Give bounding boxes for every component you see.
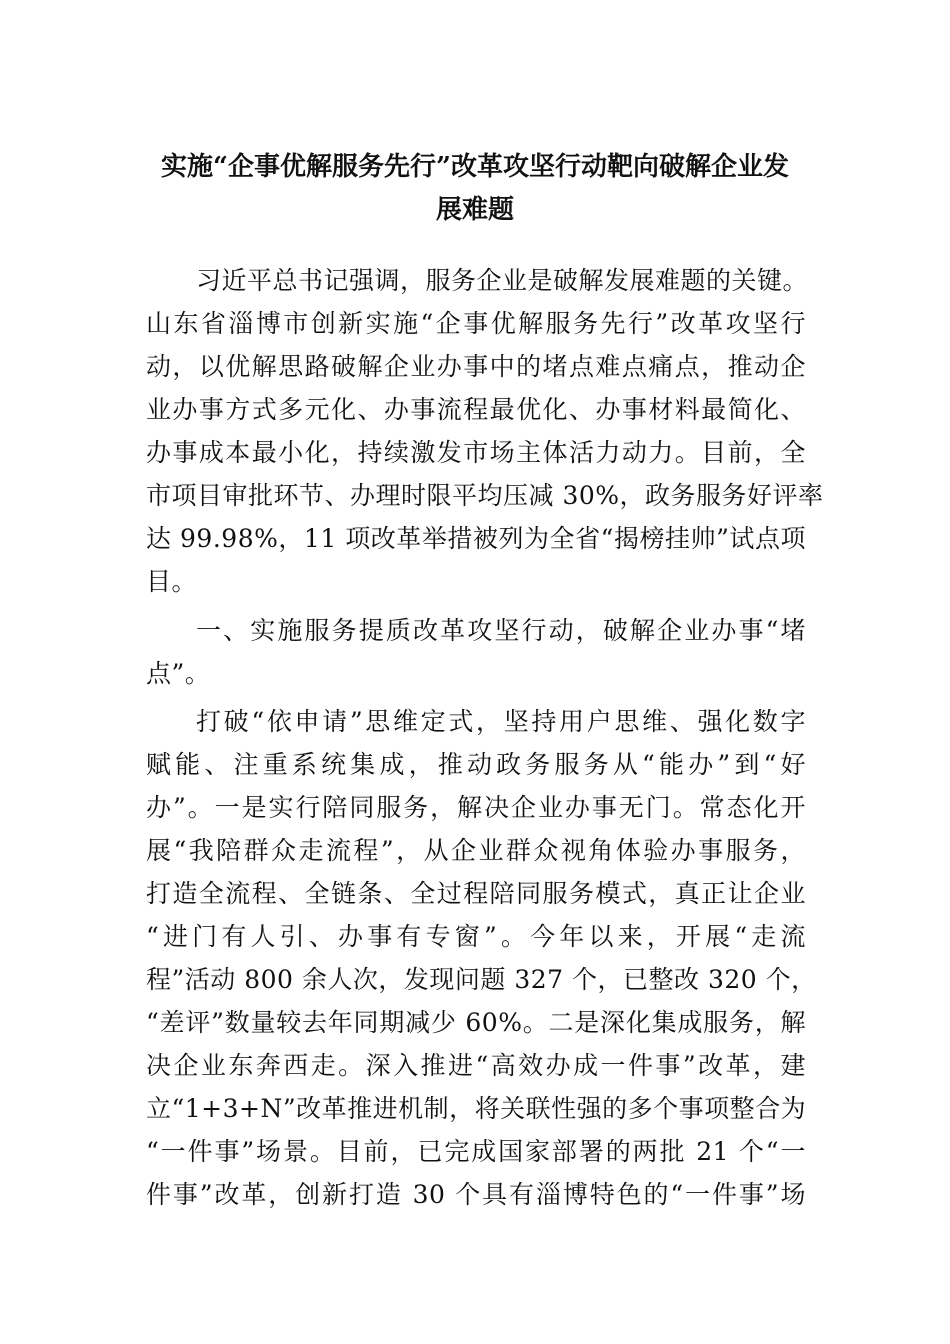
section-heading-line: 点”。 <box>146 659 211 688</box>
body-line: 赋能、注重系统集成，推动政务服务从“能办”到“好 <box>146 750 806 779</box>
body-line: 办”。一是实行陪同服务，解决企业办事无门。常态化开 <box>146 793 806 822</box>
body-line: 件事”改革，创新打造 30 个具有淄博特色的“一件事”场 <box>146 1180 806 1209</box>
document-title-line-1: 实施“企事优解服务先行”改革攻坚行动靶向破解企业发 <box>161 152 789 182</box>
body-line: 市项目审批环节、办理时限平均压减 30%，政务服务好评率 <box>146 481 824 510</box>
body-line: “差评”数量较去年同期减少 60%。二是深化集成服务，解 <box>146 1008 806 1037</box>
body-line: 达 99.98%，11 项改革举措被列为全省“揭榜挂帅”试点项 <box>146 524 806 553</box>
body-line: 习近平总书记强调，服务企业是破解发展难题的关键。 <box>196 266 809 295</box>
body-line: 山东省淄博市创新实施“企事优解服务先行”改革攻坚行 <box>146 309 806 338</box>
body-line: 展“我陪群众走流程”，从企业群众视角体验办事服务， <box>146 836 806 865</box>
body-line: 打破“依申请”思维定式，坚持用户思维、强化数字 <box>196 707 806 736</box>
body-line: 业办事方式多元化、办事流程最优化、办事材料最简化、 <box>146 395 806 424</box>
body-line: “一件事”场景。目前，已完成国家部署的两批 21 个“一 <box>146 1137 806 1166</box>
body-line: 决企业东奔西走。深入推进“高效办成一件事”改革，建 <box>146 1051 806 1080</box>
document-title-line-2: 展难题 <box>435 195 514 225</box>
body-line: 打造全流程、全链条、全过程陪同服务模式，真正让企业 <box>146 879 806 908</box>
section-heading-line: 一、实施服务提质改革攻坚行动，破解企业办事“堵 <box>196 616 806 645</box>
body-line: 动，以优解思路破解企业办事中的堵点难点痛点，推动企 <box>146 352 806 381</box>
body-line: “进门有人引、办事有专窗”。今年以来，开展“走流 <box>146 922 806 951</box>
body-line: 立“1+3+N”改革推进机制，将关联性强的多个事项整合为 <box>146 1094 807 1123</box>
body-line: 办事成本最小化，持续激发市场主体活力动力。目前，全 <box>146 438 806 467</box>
body-line: 目。 <box>146 567 198 596</box>
body-line: 程”活动 800 余人次，发现问题 327 个，已整改 320 个， <box>146 965 817 994</box>
